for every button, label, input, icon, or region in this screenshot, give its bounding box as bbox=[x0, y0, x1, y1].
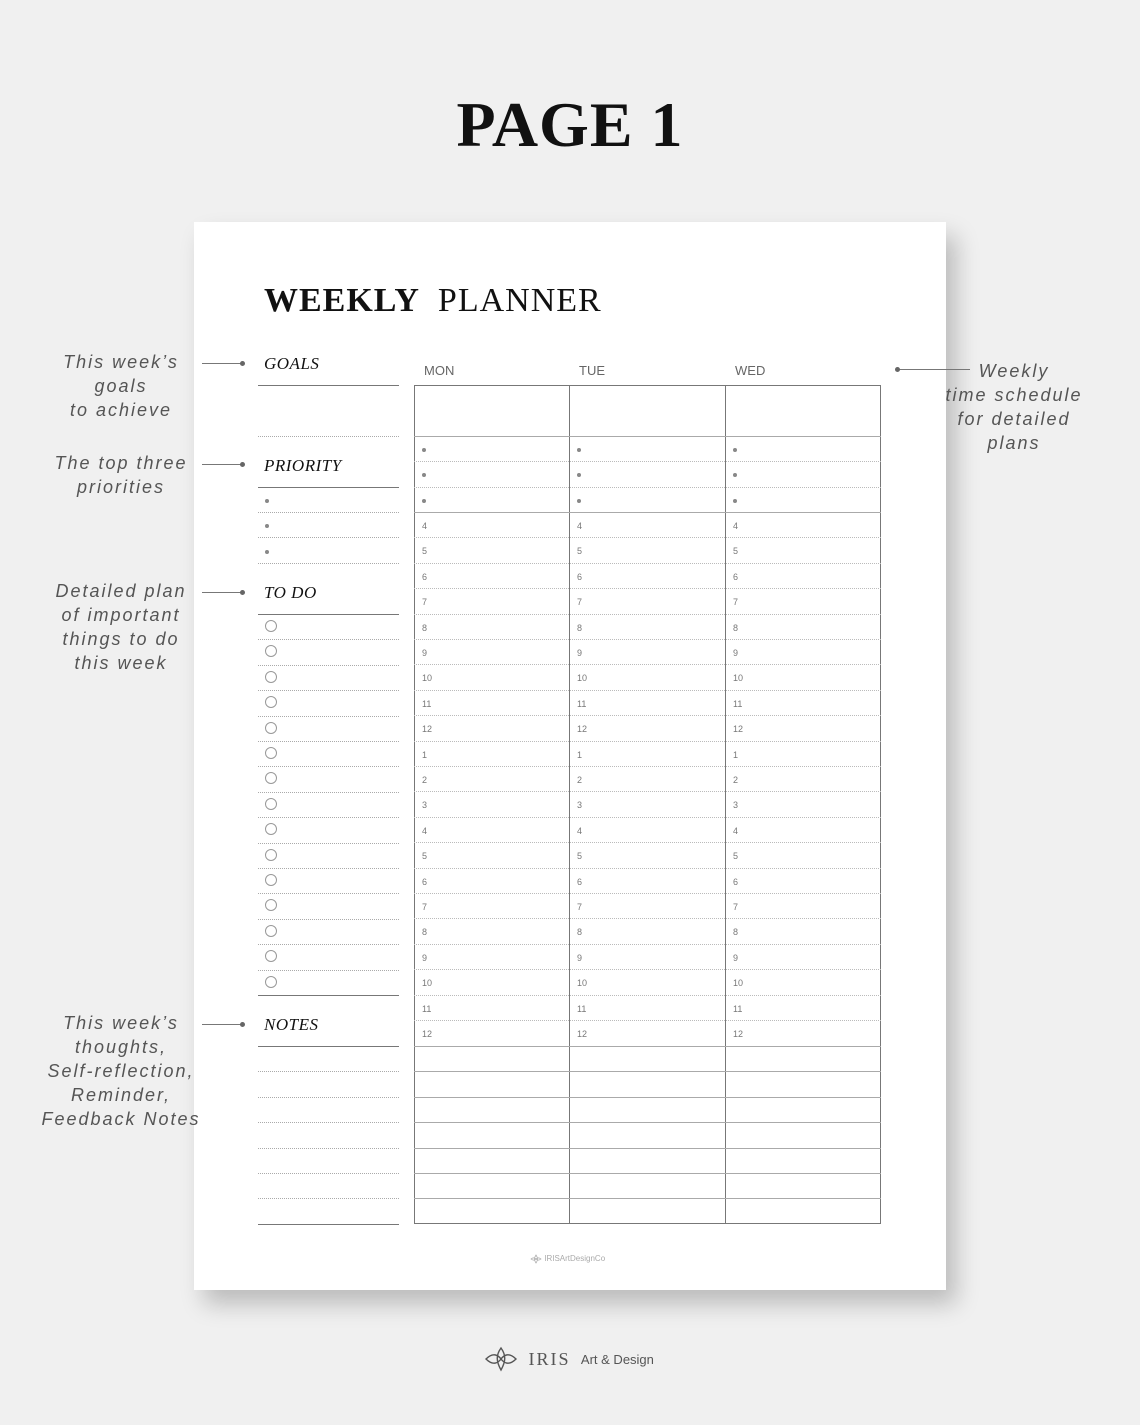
hour-label: 9 bbox=[733, 648, 739, 658]
annotation-priority bbox=[41, 451, 201, 499]
notes-line bbox=[258, 1148, 399, 1149]
hour-label: 11 bbox=[733, 1003, 743, 1014]
hour-label: 12 bbox=[577, 1029, 588, 1039]
pointer-dot-todo bbox=[240, 590, 245, 595]
hour-label: 10 bbox=[733, 673, 744, 684]
hour-label: 4 bbox=[422, 521, 428, 531]
todo-checkbox-icon[interactable] bbox=[265, 925, 277, 937]
hour-line bbox=[414, 1020, 881, 1021]
todo-line bbox=[258, 970, 399, 971]
annotation-line: to achieve bbox=[69, 400, 173, 420]
annotation-line: Self-reflection, bbox=[47, 1061, 195, 1081]
todo-checkbox-icon[interactable] bbox=[265, 798, 277, 810]
todo-line bbox=[258, 919, 399, 920]
hour-label: 9 bbox=[422, 952, 428, 963]
todo-checkbox-icon[interactable] bbox=[265, 899, 277, 911]
todo-checkbox-icon[interactable] bbox=[265, 722, 277, 734]
hour-line bbox=[414, 664, 881, 665]
footer-tagline: Art & Design bbox=[580, 1351, 654, 1367]
hour-label: 7 bbox=[422, 597, 428, 608]
hour-line bbox=[414, 969, 881, 970]
notes-grid-line bbox=[414, 1071, 881, 1072]
hour-line bbox=[414, 842, 881, 843]
todo-line bbox=[258, 690, 399, 691]
hour-line bbox=[414, 715, 881, 716]
footer-brand-name: IRIS bbox=[528, 1348, 571, 1369]
planner-title bbox=[264, 282, 602, 320]
notes-line bbox=[258, 1173, 399, 1174]
hour-line bbox=[414, 563, 881, 564]
pointer-dot-priority bbox=[240, 462, 245, 467]
todo-underline bbox=[258, 614, 399, 615]
priority-line bbox=[258, 512, 399, 513]
todo-bottom-line bbox=[258, 995, 399, 996]
hour-line bbox=[414, 817, 881, 818]
pointer-line-notes bbox=[202, 1024, 242, 1025]
hour-line bbox=[414, 944, 881, 945]
annotation-line: This week’s bbox=[63, 1013, 179, 1033]
todo-checkbox-icon[interactable] bbox=[265, 747, 277, 759]
todo-line bbox=[258, 741, 399, 742]
brand-watermark bbox=[530, 1254, 605, 1264]
goals-underline bbox=[258, 385, 399, 386]
pointer-line-weekly bbox=[898, 369, 970, 370]
hour-label: 1 bbox=[577, 749, 583, 760]
hour-label: 2 bbox=[733, 775, 739, 785]
hour-label: 7 bbox=[733, 902, 739, 912]
hour-label: 11 bbox=[733, 698, 743, 709]
annotation-line: The top three bbox=[54, 453, 188, 473]
hour-line bbox=[414, 995, 881, 996]
hour-label: 12 bbox=[733, 1029, 744, 1039]
hour-line bbox=[414, 588, 881, 589]
hour-label: 7 bbox=[577, 902, 583, 912]
hour-line bbox=[414, 868, 881, 869]
hour-label: 5 bbox=[733, 546, 739, 557]
grid-divider bbox=[414, 512, 881, 513]
pointer-line-goals bbox=[202, 363, 242, 364]
hour-label: 10 bbox=[422, 673, 433, 684]
annotation-line: goals bbox=[94, 376, 148, 396]
iris-flower-icon bbox=[484, 1346, 518, 1372]
goals-bottom-line bbox=[258, 436, 399, 437]
notes-grid-line bbox=[414, 1173, 881, 1174]
hour-label: 9 bbox=[733, 952, 739, 963]
hour-label: 6 bbox=[733, 571, 739, 582]
priority-bullet bbox=[265, 524, 269, 528]
annotation-line: Feedback Notes bbox=[41, 1109, 201, 1129]
todo-line bbox=[258, 817, 399, 818]
notes-line bbox=[258, 1122, 399, 1123]
annotation-line: Weekly bbox=[978, 361, 1050, 381]
hour-label: 8 bbox=[422, 622, 428, 633]
annotation-todo bbox=[41, 579, 201, 675]
hour-label: 12 bbox=[733, 724, 744, 735]
column-divider bbox=[725, 385, 726, 1224]
hour-label: 12 bbox=[422, 1029, 433, 1039]
notes-line bbox=[258, 1097, 399, 1098]
notes-grid-line bbox=[414, 1097, 881, 1098]
todo-heading: TO DO bbox=[264, 583, 317, 602]
grid-dotted-line bbox=[414, 487, 881, 488]
annotation-goals bbox=[41, 350, 201, 422]
annotation-line: priorities bbox=[76, 477, 166, 497]
notes-grid-line bbox=[414, 1198, 881, 1199]
hour-label: 11 bbox=[422, 698, 432, 709]
annotation-line: thoughts, bbox=[74, 1037, 168, 1057]
planner-title-bold: WEEKLY bbox=[264, 282, 420, 319]
hour-label: 6 bbox=[577, 876, 583, 887]
annotation-line: of important bbox=[61, 605, 181, 625]
hour-line bbox=[414, 741, 881, 742]
notes-underline bbox=[258, 1046, 399, 1047]
task-bullet bbox=[733, 448, 737, 452]
hour-line bbox=[414, 690, 881, 691]
column-divider bbox=[569, 385, 570, 1224]
hour-label: 11 bbox=[422, 1003, 432, 1014]
todo-line bbox=[258, 792, 399, 793]
notes-bottom-line bbox=[258, 1224, 399, 1225]
hour-line bbox=[414, 918, 881, 919]
hour-label: 6 bbox=[733, 876, 739, 887]
footer-brand bbox=[484, 1346, 654, 1372]
annotation-weekly bbox=[934, 359, 1094, 455]
hour-label: 6 bbox=[422, 571, 428, 582]
hour-label: 9 bbox=[577, 952, 583, 963]
task-bullet bbox=[422, 499, 426, 503]
hour-label: 6 bbox=[422, 876, 428, 887]
todo-checkbox-icon[interactable] bbox=[265, 874, 277, 886]
annotation-line: for detailed bbox=[957, 409, 1071, 429]
hour-label: 6 bbox=[577, 571, 583, 582]
annotation-line: things to do bbox=[62, 629, 180, 649]
annotation-line: Reminder, bbox=[70, 1085, 172, 1105]
iris-flower-small-icon bbox=[530, 1254, 542, 1264]
todo-checkbox-icon[interactable] bbox=[265, 823, 277, 835]
notes-heading: NOTES bbox=[264, 1015, 319, 1034]
hour-label: 10 bbox=[733, 978, 744, 989]
annotation-notes bbox=[36, 1011, 206, 1131]
hour-label: 10 bbox=[577, 978, 588, 989]
day-header-mon: MON bbox=[424, 363, 455, 378]
hour-label: 3 bbox=[577, 800, 583, 811]
hour-label: 4 bbox=[733, 521, 739, 531]
hour-label: 2 bbox=[422, 775, 428, 785]
hour-label: 8 bbox=[577, 927, 583, 938]
hour-label: 7 bbox=[733, 597, 739, 608]
hour-label: 8 bbox=[733, 927, 739, 938]
hour-label: 11 bbox=[577, 698, 587, 709]
hour-label: 10 bbox=[577, 673, 588, 684]
todo-line bbox=[258, 716, 399, 717]
todo-checkbox-icon[interactable] bbox=[265, 696, 277, 708]
annotation-line: plans bbox=[987, 433, 1041, 453]
annotation-line: this week bbox=[74, 653, 168, 673]
pointer-dot-goals bbox=[240, 361, 245, 366]
hour-line bbox=[414, 614, 881, 615]
hour-label: 3 bbox=[422, 800, 428, 811]
page-heading: PAGE 1 bbox=[456, 89, 684, 160]
todo-checkbox-icon[interactable] bbox=[265, 772, 277, 784]
priority-line bbox=[258, 563, 399, 564]
hour-label: 9 bbox=[577, 648, 583, 658]
annotation-line: This week’s bbox=[63, 352, 179, 372]
task-bullet bbox=[733, 499, 737, 503]
hour-label: 1 bbox=[422, 749, 428, 760]
hour-label: 11 bbox=[577, 1003, 587, 1014]
notes-grid-line bbox=[414, 1148, 881, 1149]
todo-line bbox=[258, 665, 399, 666]
planner-title-regular: PLANNER bbox=[437, 282, 602, 319]
brand-watermark-text: IRISArtDesignCo bbox=[544, 1254, 606, 1264]
priority-line bbox=[258, 537, 399, 538]
task-bullet bbox=[577, 499, 581, 503]
hour-line bbox=[414, 893, 881, 894]
todo-line bbox=[258, 843, 399, 844]
hour-label: 5 bbox=[577, 851, 583, 862]
grid-dotted-line bbox=[414, 461, 881, 462]
hour-label: 3 bbox=[733, 800, 739, 811]
priority-heading: PRIORITY bbox=[264, 456, 342, 475]
hour-label: 12 bbox=[422, 724, 433, 735]
schedule-grid bbox=[414, 385, 881, 1224]
grid-divider bbox=[414, 436, 881, 437]
hour-label: 4 bbox=[577, 825, 583, 836]
todo-line bbox=[258, 893, 399, 894]
todo-checkbox-icon[interactable] bbox=[265, 849, 277, 861]
todo-line bbox=[258, 868, 399, 869]
pointer-line-todo bbox=[202, 592, 242, 593]
hour-label: 5 bbox=[422, 546, 428, 557]
pointer-line-priority bbox=[202, 464, 242, 465]
hour-label: 7 bbox=[422, 902, 428, 912]
hour-label: 1 bbox=[733, 749, 739, 760]
annotation-line: Detailed plan bbox=[55, 581, 187, 601]
task-bullet bbox=[422, 448, 426, 452]
priority-underline bbox=[258, 487, 399, 488]
hour-label: 4 bbox=[733, 825, 739, 836]
hour-label: 7 bbox=[577, 597, 583, 608]
priority-bullet bbox=[265, 550, 269, 554]
hour-label: 4 bbox=[577, 521, 583, 531]
todo-line bbox=[258, 766, 399, 767]
task-bullet bbox=[577, 448, 581, 452]
notes-grid-line bbox=[414, 1122, 881, 1123]
pointer-dot-notes bbox=[240, 1022, 245, 1027]
hour-label: 5 bbox=[733, 851, 739, 862]
hour-label: 8 bbox=[733, 622, 739, 633]
hour-label: 9 bbox=[422, 648, 428, 658]
hour-label: 10 bbox=[422, 978, 433, 989]
todo-checkbox-icon[interactable] bbox=[265, 671, 277, 683]
hour-line bbox=[414, 639, 881, 640]
hour-line bbox=[414, 766, 881, 767]
day-header-tue: TUE bbox=[579, 363, 605, 378]
todo-line bbox=[258, 944, 399, 945]
annotation-line: time schedule bbox=[945, 385, 1083, 405]
todo-line bbox=[258, 639, 399, 640]
hour-line bbox=[414, 537, 881, 538]
day-header-wed: WED bbox=[735, 363, 766, 378]
hour-label: 5 bbox=[422, 851, 428, 862]
todo-checkbox-icon[interactable] bbox=[265, 950, 277, 962]
hour-label: 4 bbox=[422, 825, 428, 836]
priority-bullet bbox=[265, 499, 269, 503]
hour-label: 2 bbox=[577, 775, 583, 785]
notes-line bbox=[258, 1071, 399, 1072]
hour-label: 8 bbox=[577, 622, 583, 633]
grid-divider bbox=[414, 1046, 881, 1047]
hour-label: 8 bbox=[422, 927, 428, 938]
notes-line bbox=[258, 1198, 399, 1199]
todo-checkbox-icon[interactable] bbox=[265, 976, 277, 988]
hour-line bbox=[414, 791, 881, 792]
hour-label: 5 bbox=[577, 546, 583, 557]
pointer-dot-weekly bbox=[895, 367, 900, 372]
planner-sheet bbox=[194, 222, 946, 1290]
todo-checkbox-icon[interactable] bbox=[265, 645, 277, 657]
goals-heading: GOALS bbox=[264, 354, 320, 373]
todo-checkbox-icon[interactable] bbox=[265, 620, 277, 632]
hour-label: 12 bbox=[577, 724, 588, 735]
